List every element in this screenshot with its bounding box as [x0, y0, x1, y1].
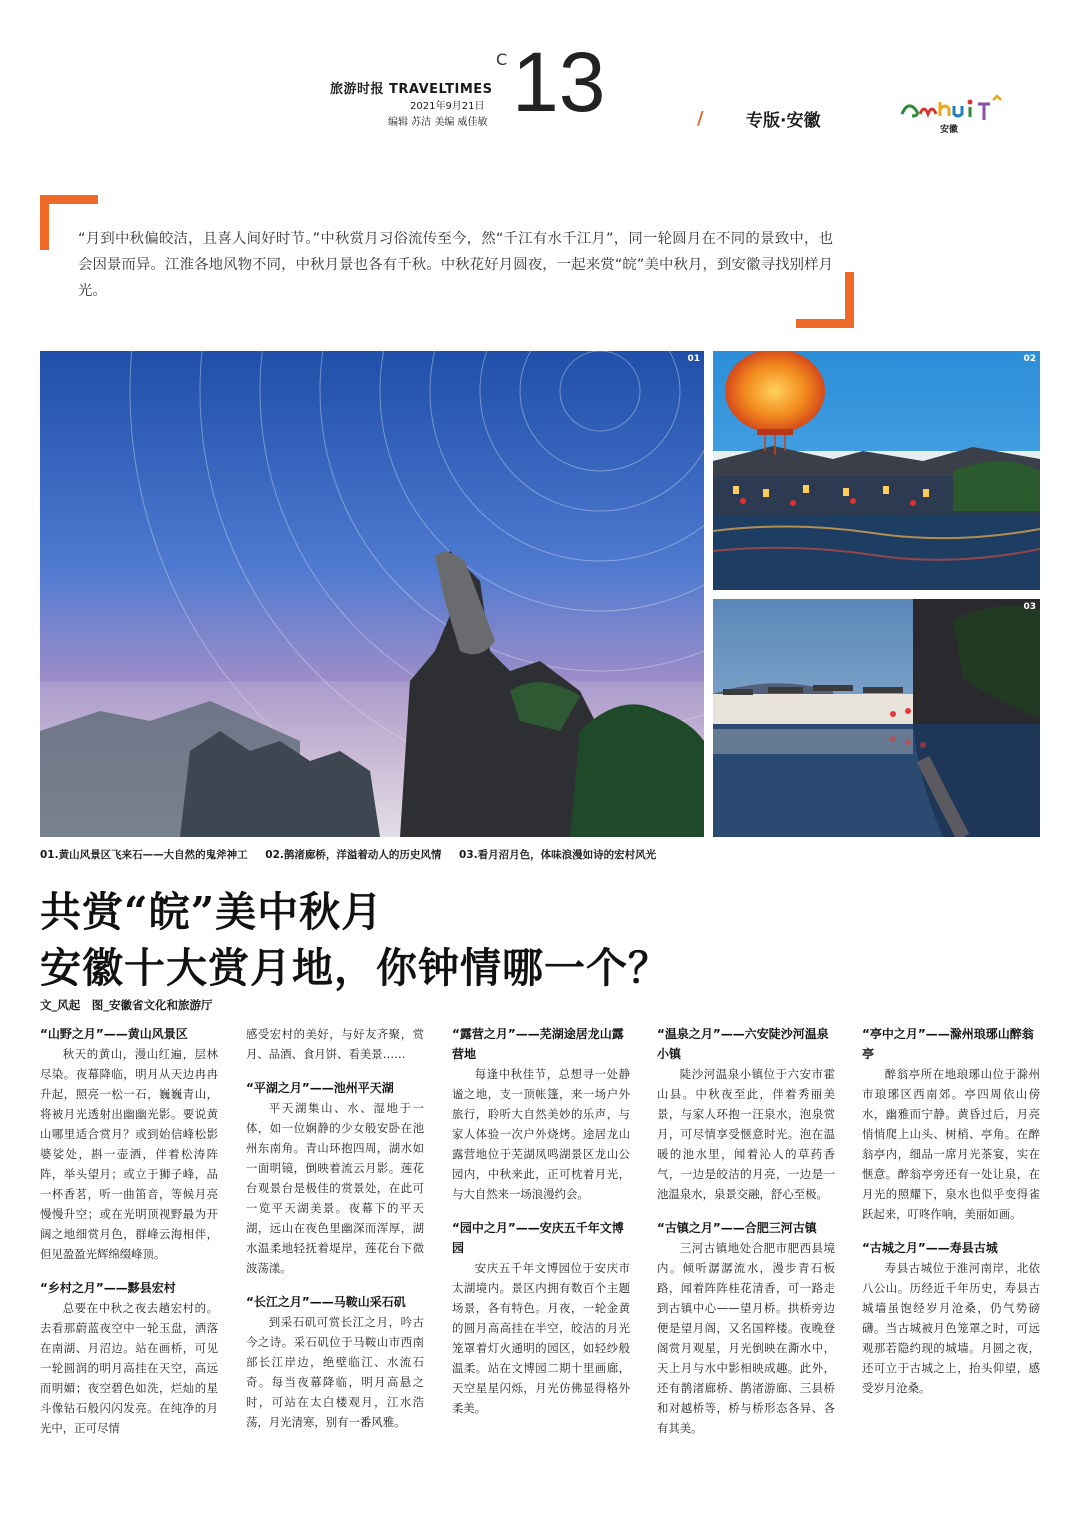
section-body: 三河古镇地处合肥市肥西县境内。倾听潺潺流水，漫步青石板路，闻着阵阵桂花清香，可一路走到古镇中心——望月桥。拱桥旁边便是望月阁，又名国粹楼。夜晚登阁赏月观星，月光倒映在澌水中，天上月与水中影相映成趣。此外，还有鹊渚廊桥、鹊渚游廊、三县桥和对越桥等，桥与桥形态各异、各有其美。: [657, 1241, 835, 1435]
section-title: “平湖之月”——池州平天湖: [246, 1081, 394, 1095]
section-letter: C: [496, 50, 508, 69]
section-title: “温泉之月”——六安陡沙河温泉小镇: [657, 1027, 829, 1061]
intro-paragraph: “月到中秋偏皎洁，且喜人间好时节。”中秋赏月习俗流传至今，然“千江有水千江月”，同一轮圆月在不同的景致中，也会因景而异。江淮各地风物不同，中秋月景也各有千秋。中秋花好月圆夜，一起来赏“皖”美中秋月，到安徽寻找别样月光。: [78, 231, 833, 299]
section-body: 陡沙河温泉小镇位于六安市霍山县。中秋夜至此，伴着秀丽美景，与家人环抱一汪泉水，泡泉赏月，可尽情享受惬意时光。泡在温暖的池水里，闻着沁人的草药香气，一边是皎洁的月亮，一边是一池温泉水，泉景交融，舒心至极。: [657, 1067, 835, 1201]
photo-captions: [40, 847, 1040, 862]
page-number: 13: [512, 35, 606, 129]
section-body: 寿县古城位于淮河南岸，北依八公山。历经近千年历史，寿县古城墙虽饱经岁月沧桑，仍气势磅礴。当古城被月色笼罩之时，可远观那若隐约现的城墙。月圆之夜，还可立于古城之上，抬头仰望，感受岁月沧桑。: [862, 1261, 1040, 1395]
article-section: [40, 1278, 218, 1438]
photo-number: 03: [1023, 602, 1036, 612]
headline: [40, 884, 1040, 996]
headline-line-1: 共赏“皖”美中秋月: [40, 888, 384, 936]
section-label: 专版·安徽: [746, 111, 821, 131]
article-section: [246, 1292, 424, 1432]
photo-hongcun: [713, 599, 1040, 837]
article-section: [452, 1218, 630, 1418]
section-body: 到采石矶可赏长江之月，吟古今之诗。采石矶位于马鞍山市西南部长江岸边，绝壁临江、水流石奇。每当夜幕降临，明月高悬之时，可站在太白楼观月，江水浩荡，月光清寒，别有一番风雅。: [246, 1315, 424, 1429]
article-column-5: [862, 1024, 1040, 1412]
section-title: “山野之月”——黄山风景区: [40, 1027, 188, 1041]
anhui-logo: [898, 92, 1008, 136]
paper-name: 旅游时报 TRAVELTIMES: [330, 82, 493, 97]
article-section: [246, 1024, 424, 1064]
section-body: 每逢中秋佳节，总想寻一处静谧之地，支一顶帐篷，来一场户外旅行，聆听大自然美妙的乐声，与家人体验一次户外烧烤。途居龙山露营地位于芜湖凤鸣湖景区龙山公园内，中秋来此，正可枕着月光，与大自然来一场浪漫约会。: [452, 1067, 630, 1201]
divider-slash: /: [697, 108, 704, 129]
section-title: “园中之月”——安庆五千年文博园: [452, 1221, 624, 1255]
article-section: [657, 1024, 835, 1204]
article-column-2: [246, 1024, 424, 1446]
article-section: [862, 1024, 1040, 1224]
article-column-1: [40, 1024, 218, 1452]
editors-credit: 编辑 苏洁 美编 威佳敏: [388, 117, 488, 128]
section-body: 醉翁亭所在地琅琊山位于滁州市琅琊区西南郊。亭四周依山傍水，幽雅而宁静。黄昏过后，月亮悄悄爬上山头、树梢、亭角。在醉翁亭内，细品一席月光茶宴，实在惬意。醉翁亭旁还有一处让泉，在月光的照耀下，泉水也似乎变得雀跃起来，叮咚作响，美丽如画。: [862, 1067, 1040, 1221]
headline-line-2: 安徽十大赏月地，你钟情哪一个？: [40, 944, 670, 992]
section-title: “乡村之月”——黟县宏村: [40, 1281, 176, 1295]
section-body: 安庆五千年文博园位于安庆市太湖境内。景区内拥有数百个主题场景，各有特色。月夜，一轮金黄的圆月高高挂在半空，皎洁的月光笼罩着灯火通明的园区，如轻纱般温柔。站在文博园二期十里画廊，天空星星闪烁，月光仿佛显得格外柔美。: [452, 1261, 630, 1415]
article-section: [246, 1078, 424, 1278]
section-title: “亭中之月”——滁州琅琊山醉翁亭: [862, 1027, 1034, 1061]
section-body: 秋天的黄山，漫山红遍，层林尽染。夜幕降临，明月从天边冉冉升起，照亮一松一石，巍巍青山，将被月光透射出幽幽光影。要说黄山哪里适合赏月？或到始信峰松影婆娑处，斟一壶酒，伴着松涛阵阵，举头望月；或立于狮子峰，品一杯香茗，听一曲笛音，等候月亮慢慢升空；或在光明顶视野最为开阔之地细赏月色，群峰云海相伴，但见盈盈光辉绵缀峰顶。: [40, 1047, 218, 1261]
section-title: “露营之月”——芜湖途居龙山露营地: [452, 1027, 624, 1061]
byline: 文_风起 图_安徽省文化和旅游厅: [40, 998, 213, 1012]
section-body: 总要在中秋之夜去趟宏村的。去看那蔚蓝夜空中一轮玉盘，洒落在南湖、月沼边。站在画桥，可见一轮圆润的明月高挂在天空，高远而明媚；夜空碧色如洗，烂灿的星斗像钻石般闪闪发亮。在纯净的月光中，正可尽情: [40, 1301, 218, 1435]
photo-sanhe-lantern: [713, 351, 1040, 590]
article-section: [40, 1024, 218, 1264]
photo-number: 02: [1023, 354, 1036, 364]
section-title: “古城之月”——寿县古城: [862, 1241, 998, 1255]
section-title: “长江之月”——马鞍山采石矶: [246, 1295, 406, 1309]
caption-03: 03.看月沼月色，体味浪漫如诗的宏村风光: [459, 849, 657, 861]
section-title: “古镇之月”——合肥三河古镇: [657, 1221, 817, 1235]
article-section: [657, 1218, 835, 1438]
caption-02: 02.鹊渚廊桥，洋溢着动人的历史风情: [265, 849, 442, 861]
article-section: [862, 1238, 1040, 1398]
photo-number: 01: [687, 354, 700, 364]
section-body: 平天湖集山、水、湿地于一体，如一位娴静的少女般安卧在池州东南角。青山环抱四周，湖水如一面明镜，倒映着流云月影。莲花台观景台是极佳的赏景处，在此可一览平天湖美景。夜幕下的平天湖，远山在夜色里幽深而浑厚，湖水温柔地轻抚着堤岸，莲花台下微波荡漾。: [246, 1101, 424, 1275]
photo-huangshan: [40, 351, 704, 837]
article-column-3: [452, 1024, 630, 1432]
issue-date: 2021年9月21日: [410, 101, 485, 112]
caption-01: 01.黄山风景区飞来石——大自然的鬼斧神工: [40, 849, 248, 861]
article-section: [452, 1024, 630, 1204]
article-column-4: [657, 1024, 835, 1452]
section-body-continued: 感受宏村的美好，与好友齐聚，赏月、品酒、食月饼、看美景……: [246, 1027, 424, 1061]
svg-text:安徽: 安徽: [940, 125, 959, 135]
